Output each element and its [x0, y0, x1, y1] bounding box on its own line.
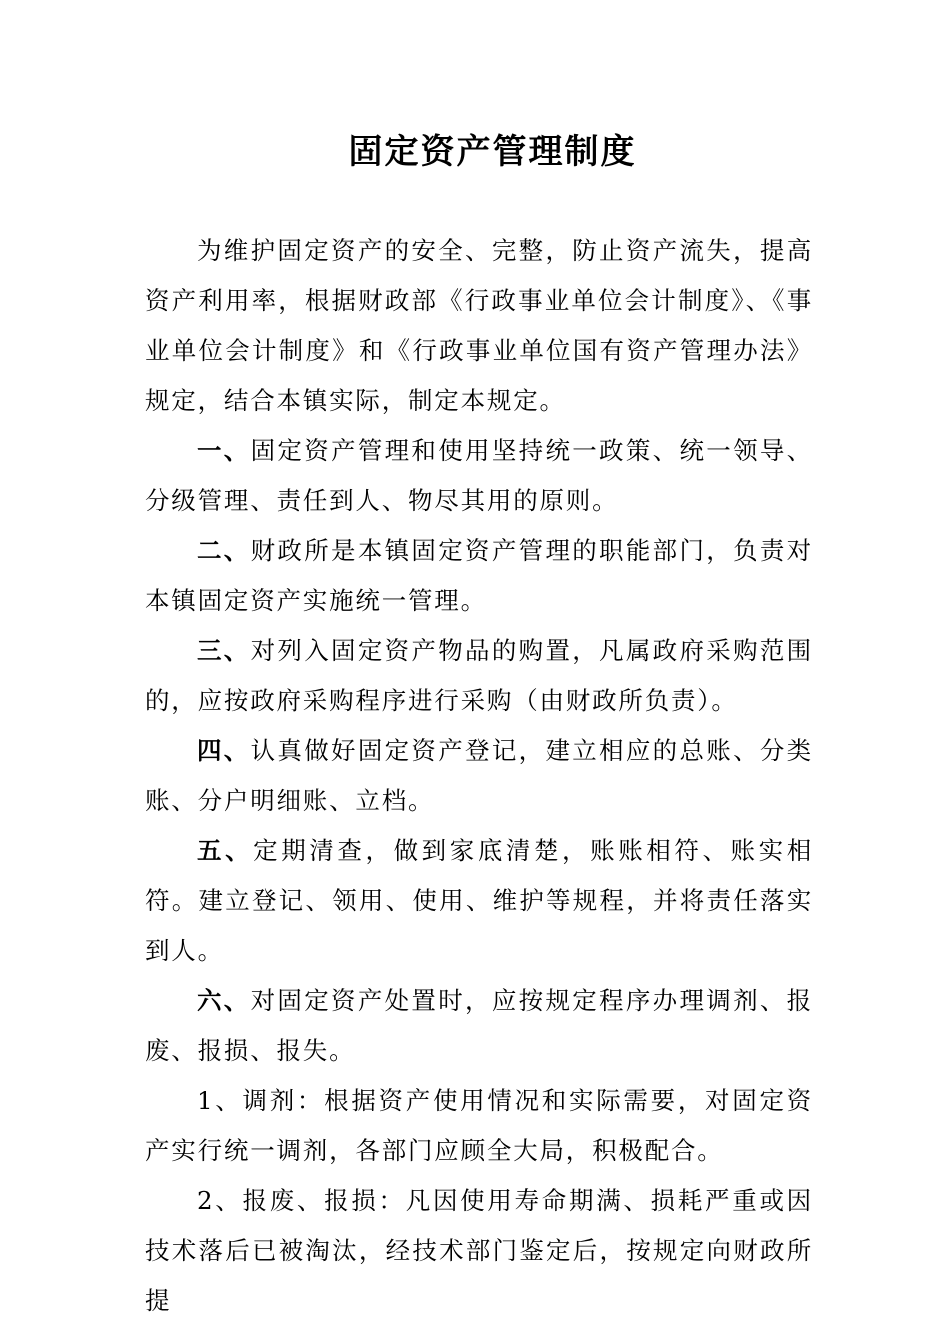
paragraph-text: 2、报废、报损：凡因使用寿命期满、损耗严重或因技术落后已被淘汰，经技术部门鉴定后，按规定向财政所提: [145, 1186, 813, 1315]
clause-2-paragraph: [145, 526, 813, 626]
paragraph-text: 固定资产管理和使用坚持统一政策、统一领导、分级管理、责任到人、物尽其用的原则。: [145, 436, 813, 515]
paragraph-text: 认真做好固定资产登记，建立相应的总账、分类账、分户明细账、立档。: [145, 736, 813, 815]
paragraph-text: 对列入固定资产物品的购置，凡属政府采购范围的，应按政府采购程序进行采购（由财政所负责）。: [145, 636, 813, 715]
clause-6-paragraph: [145, 976, 813, 1076]
document-body: [145, 226, 813, 1326]
clause-4-paragraph: [145, 726, 813, 826]
clause-number: 五、: [197, 836, 254, 865]
clause-number: 一、: [197, 436, 251, 465]
intro-paragraph: [145, 226, 813, 426]
clause-number: 六、: [197, 986, 251, 1015]
clause-number: 三、: [197, 636, 251, 665]
paragraph-text: 1、调剂：根据资产使用情况和实际需要，对固定资产实行统一调剂，各部门应顾全大局，积极配合。: [145, 1086, 813, 1165]
clause-number: 二、: [197, 536, 251, 565]
clause-number: 四、: [197, 736, 251, 765]
subclause-2-paragraph: [145, 1176, 813, 1326]
paragraph-text: 对固定资产处置时，应按规定程序办理调剂、报废、报损、报失。: [145, 986, 813, 1065]
paragraph-text: 定期清查，做到家底清楚，账账相符、账实相符。建立登记、领用、使用、维护等规程，并将责任落实到人。: [145, 836, 813, 965]
subclause-1-paragraph: [145, 1076, 813, 1176]
paragraph-text: 财政所是本镇固定资产管理的职能部门，负责对本镇固定资产实施统一管理。: [145, 536, 813, 615]
paragraph-text: 为维护固定资产的安全、完整，防止资产流失，提高资产利用率，根据财政部《行政事业单位会计制度》、《事业单位会计制度》和《行政事业单位国有资产管理办法》规定，结合本镇实际，制定本规定。: [145, 236, 813, 415]
document-title: 固定资产管理制度: [348, 132, 637, 172]
clause-1-paragraph: [145, 426, 813, 526]
clause-3-paragraph: [145, 626, 813, 726]
clause-5-paragraph: [145, 826, 813, 976]
